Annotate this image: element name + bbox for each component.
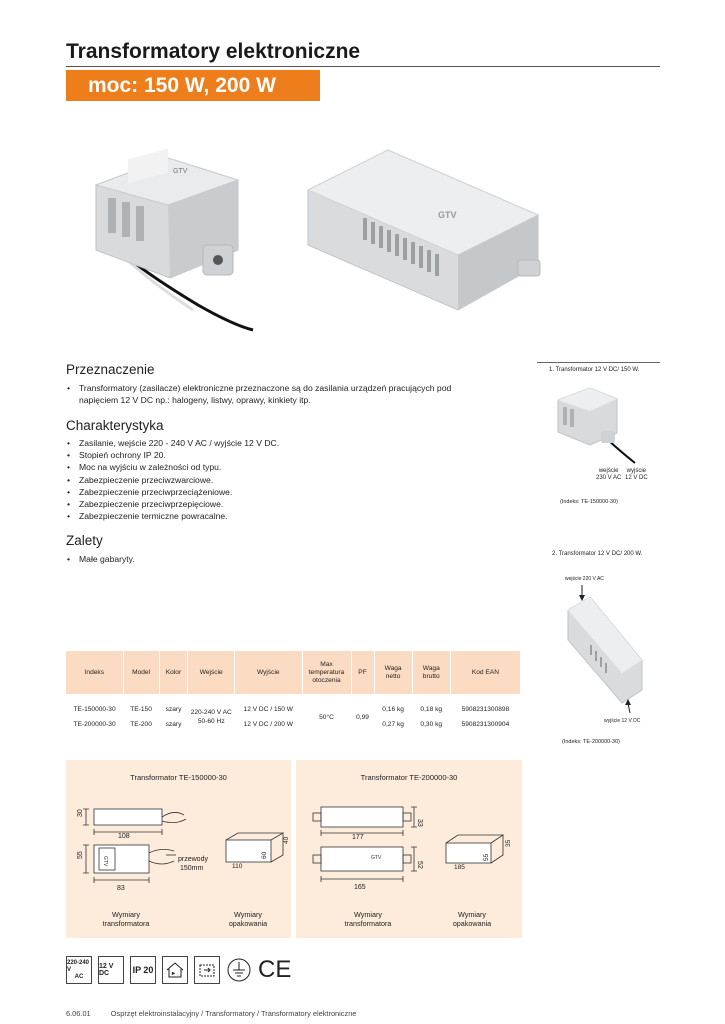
dim-right-len-bottom: 165 xyxy=(354,884,366,891)
cell-wejscie: 220-240 V AC 50-60 Hz xyxy=(190,709,232,725)
cell-ean: 5908231300904 xyxy=(461,721,510,728)
purpose-heading: Przeznaczenie xyxy=(66,362,155,377)
drawing-logo: GTV xyxy=(102,856,108,867)
cap-right-package: Wymiary opakowania xyxy=(452,910,492,928)
pkg-right-c: 35 xyxy=(505,839,512,847)
pkg-right-a: 185 xyxy=(454,864,465,871)
product-photos xyxy=(88,140,548,340)
indoor-use-icon xyxy=(162,956,188,984)
side-item2-photo xyxy=(560,585,655,715)
table-row xyxy=(66,717,521,732)
list-item: • Stopień ochrony IP 20. xyxy=(66,449,466,461)
cell-temp: 50°C xyxy=(319,713,334,721)
large-transformer-photo xyxy=(308,150,540,310)
footer xyxy=(66,1009,356,1018)
drawing-logo: GTV xyxy=(371,855,382,861)
cell-wyjscie: 12 V DC / 150 W xyxy=(243,706,294,713)
ip-rating-icon: IP 20 xyxy=(130,956,156,984)
dim-left-len-top: 108 xyxy=(118,833,130,840)
col-wyjscie: Wyjście xyxy=(235,651,302,694)
dim-left-h: 30 xyxy=(77,809,84,817)
characteristics-heading: Charakterystyka xyxy=(66,418,164,433)
side-item2-index: (Indeks: TE-200000-30) xyxy=(562,739,620,745)
side-item2-input: wejście 220 V AC xyxy=(565,576,604,582)
page-number: 6.06.01 xyxy=(66,1009,91,1018)
cell-netto: 0,27 kg xyxy=(382,721,404,728)
breadcrumb: Osprzęt elektroinstalacyjny / Transformatory / Transformatory elektroniczne xyxy=(110,1009,357,1018)
list-item: • Zabezpieczenie przeciwprzeciążeniowe. xyxy=(66,486,466,498)
dims-right-title: Transformator TE-200000-30 xyxy=(360,773,458,782)
cell-ean: 5908231300898 xyxy=(461,706,510,713)
ground-icon xyxy=(226,956,252,984)
cell-model: TE-200 xyxy=(130,721,152,728)
list-item: • Zasilanie, wejście 220 - 240 V AC / wyjście 12 V DC. xyxy=(66,437,466,449)
cell-brutto: 0,18 kg xyxy=(420,706,443,713)
dims-right-drawing xyxy=(296,795,522,900)
dims-left-drawing xyxy=(66,795,291,900)
col-brutto: Waga brutto xyxy=(412,651,450,694)
side-item1-index: (Indeks: TE-150000-30) xyxy=(560,499,618,505)
list-item: • Zabezpieczenie termiczne powracalne. xyxy=(66,510,466,522)
list-item: • Transformatory (zasilacze) elektroniczne przeznaczone są do zasilania urządzeń pracujących pod napięciem 12 V DC np.: halogeny, listwy, oprawy, kinkiety itp. xyxy=(66,382,466,406)
table-row xyxy=(66,702,521,717)
spec-table xyxy=(66,651,521,732)
small-transformer-photo xyxy=(96,149,253,330)
cell-pf: 0,99 xyxy=(356,713,369,721)
dim-wires-l1: przewody xyxy=(178,856,208,863)
col-model: Model xyxy=(123,651,159,694)
col-ean: Kod EAN xyxy=(450,651,520,694)
list-item: • Małe gabaryty. xyxy=(66,553,466,565)
col-temp: Max temperatura otoczenia xyxy=(302,651,351,694)
page-title: Transformatory elektroniczne xyxy=(66,40,361,63)
dim-left-side: 55 xyxy=(77,851,84,859)
col-indeks: Indeks xyxy=(66,651,123,694)
dim-left-len-bottom: 83 xyxy=(117,885,125,892)
dc-icon: 12 V DC xyxy=(98,956,124,984)
cell-indeks: TE-150000-30 xyxy=(73,706,116,713)
side-item1-photo xyxy=(555,385,650,465)
advantages-heading: Zalety xyxy=(66,533,103,548)
dim-wires-l2: 150mm xyxy=(180,865,204,872)
purpose-list xyxy=(66,382,466,406)
cell-indeks: TE-200000-30 xyxy=(73,721,116,728)
side-item1-caption: 1. Transformator 12 V DC/ 150 W. xyxy=(549,367,640,373)
dim-right-h: 33 xyxy=(416,819,423,827)
side-rule xyxy=(537,362,660,363)
col-wejscie: Wejście xyxy=(188,651,235,694)
cell-kolor: szary xyxy=(165,706,182,713)
characteristics-list xyxy=(66,437,466,522)
col-kolor: Kolor xyxy=(159,651,188,694)
cell-netto: 0,16 kg xyxy=(382,706,404,713)
power-banner: moc: 150 W, 200 W xyxy=(66,70,320,101)
dims-left-title: Transformator TE-150000-30 xyxy=(130,773,227,782)
side-item2-output: wyjście 12 V DC xyxy=(604,718,641,724)
col-netto: Waga netto xyxy=(374,651,412,694)
cap-left-package: Wymiary opakowania xyxy=(228,910,268,928)
list-item: • Moc na wyjściu w zależności od typu. xyxy=(66,461,466,473)
ce-mark-icon: CE xyxy=(258,956,292,983)
col-pf: PF xyxy=(351,651,374,694)
side-item1-input: wejście 230 V AC xyxy=(596,468,622,481)
cell-kolor: szary xyxy=(165,721,182,728)
fixed-mount-icon xyxy=(194,956,220,984)
side-item1-output: wyjście 12 V DC xyxy=(625,468,648,481)
side-item2-caption: 2. Transformator 12 V DC/ 200 W. xyxy=(552,551,643,557)
pkg-right-b: 55 xyxy=(483,853,490,861)
dim-right-len-top: 177 xyxy=(352,834,364,841)
photo-logo-small: GTV xyxy=(173,168,188,175)
photo-logo-large: GTV xyxy=(438,210,457,220)
pkg-left-a: 110 xyxy=(232,863,243,870)
list-item: • Zabezpieczenie przeciwprzepięciowe. xyxy=(66,498,466,510)
list-item: • Zabezpieczenie przeciwzwarciowe. xyxy=(66,474,466,486)
cell-brutto: 0,30 kg xyxy=(420,721,443,728)
cap-left-transformer: Wymiary transformatora xyxy=(102,910,150,928)
title-rule xyxy=(66,66,660,67)
advantages-list xyxy=(66,553,466,565)
voltage-icon: 220-240 V AC xyxy=(66,956,92,984)
svg-text:▸: ▸ xyxy=(172,971,176,977)
cap-right-transformer: Wymiary transformatora xyxy=(344,910,392,928)
cell-wyjscie: 12 V DC / 200 W xyxy=(243,721,294,728)
pkg-left-b: 60 xyxy=(261,851,268,859)
cell-model: TE-150 xyxy=(130,706,152,713)
dim-right-side: 52 xyxy=(416,861,423,869)
pkg-left-c: 40 xyxy=(283,836,290,844)
